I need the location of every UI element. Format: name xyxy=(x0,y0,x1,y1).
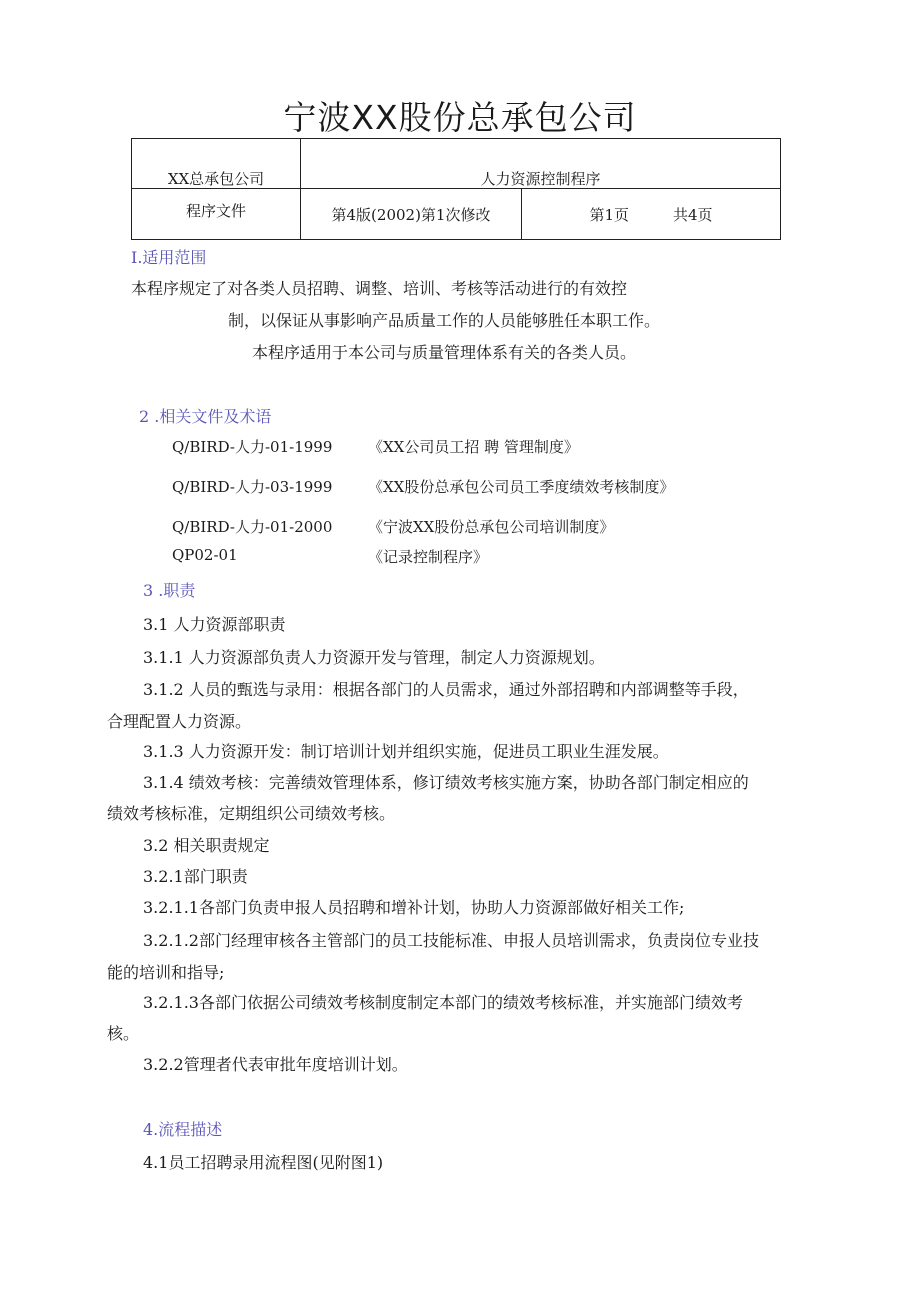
company-cell xyxy=(132,139,301,189)
clause-3-1-1: 3.1.1 人力资源部负责人力资源开发与管理，制定人力资源规划。 xyxy=(143,648,605,667)
doc-type: 程序文件 xyxy=(185,201,246,220)
section1-line2: 制，以保证从事影响产品质量工作的人员能够胜任本职工作。 xyxy=(228,311,661,330)
clause-3-1: 3.1 人力资源部职责 xyxy=(143,615,286,634)
clause-3-1-4-line1: 3.1.4 绩效考核：完善绩效管理体系，修订绩效考核实施方案，协助各部门制定相应的 xyxy=(143,773,749,792)
ref-name-2: 《XX股份总承包公司员工季度绩效考核制度》 xyxy=(368,478,675,496)
ref-code-1: Q/BIRD-人力-01-1999 xyxy=(172,438,333,456)
procedure-name-cell xyxy=(301,139,781,189)
company-name: XX总承包公司 xyxy=(167,170,265,188)
page-cell xyxy=(522,189,781,240)
version-text: 第4版(2002)第1次修改 xyxy=(331,205,491,224)
ref-code-2: Q/BIRD-人力-03-1999 xyxy=(172,478,333,496)
clause-3-2-1-3-line2: 核。 xyxy=(107,1024,140,1043)
section2-heading: 2 .相关文件及术语 xyxy=(139,407,272,426)
doc-type-cell xyxy=(132,189,301,240)
ref-name-3: 《宁波XX股份总承包公司培训制度》 xyxy=(368,518,615,536)
clause-3-1-3: 3.1.3 人力资源开发：制订培训计划并组织实施，促进员工职业生涯发展。 xyxy=(143,742,669,761)
clause-3-2-1-2-line2: 能的培训和指导; xyxy=(107,963,225,982)
version-cell xyxy=(301,189,522,240)
page-total: 共4页 xyxy=(673,205,713,224)
section3-heading: 3 .职责 xyxy=(143,581,196,600)
ref-name-4: 《记录控制程序》 xyxy=(368,548,489,566)
clause-3-1-2-line2: 合理配置人力资源。 xyxy=(107,712,252,731)
clause-3-1-4-line2: 绩效考核标准，定期组织公司绩效考核。 xyxy=(107,804,396,823)
page-number: 第1页 xyxy=(589,205,629,224)
clause-3-2-1-3-line1: 3.2.1.3各部门依据公司绩效考核制度制定本部门的绩效考核标准，并实施部门绩效考 xyxy=(143,993,743,1012)
section1-heading: I.适用范围 xyxy=(131,248,207,267)
procedure-name: 人力资源控制程序 xyxy=(480,170,601,188)
clause-3-2: 3.2 相关职责规定 xyxy=(143,836,270,855)
ref-code-4: QP02-01 xyxy=(172,546,238,564)
clause-3-2-1: 3.2.1部门职责 xyxy=(143,867,248,886)
clause-3-2-1-1: 3.2.1.1各部门负责申报人员招聘和增补计划，协助人力资源部做好相关工作; xyxy=(143,898,685,917)
clause-4-1: 4.1员工招聘录用流程图(见附图1) xyxy=(143,1153,384,1172)
clause-3-2-1-2-line1: 3.2.1.2部门经理审核各主管部门的员工技能标准、申报人员培训需求，负责岗位专业技 xyxy=(143,931,759,950)
ref-code-3: Q/BIRD-人力-01-2000 xyxy=(172,518,333,536)
clause-3-2-2: 3.2.2管理者代表审批年度培训计划。 xyxy=(143,1055,408,1074)
header-table xyxy=(131,138,781,240)
section1-line3: 本程序适用于本公司与质量管理体系有关的各类人员。 xyxy=(252,343,637,362)
section4-heading: 4.流程描述 xyxy=(143,1120,223,1139)
ref-name-1: 《XX公司员工招 聘 管理制度》 xyxy=(368,438,579,456)
clause-3-1-2-line1: 3.1.2 人员的甄选与录用：根据各部门的人员需求，通过外部招聘和内部调整等手段， xyxy=(143,680,749,699)
section1-line1: 本程序规定了对各类人员招聘、调整、培训、考核等活动进行的有效控 xyxy=(131,279,628,298)
page-title: 宁波XX股份总承包公司 xyxy=(283,98,637,137)
